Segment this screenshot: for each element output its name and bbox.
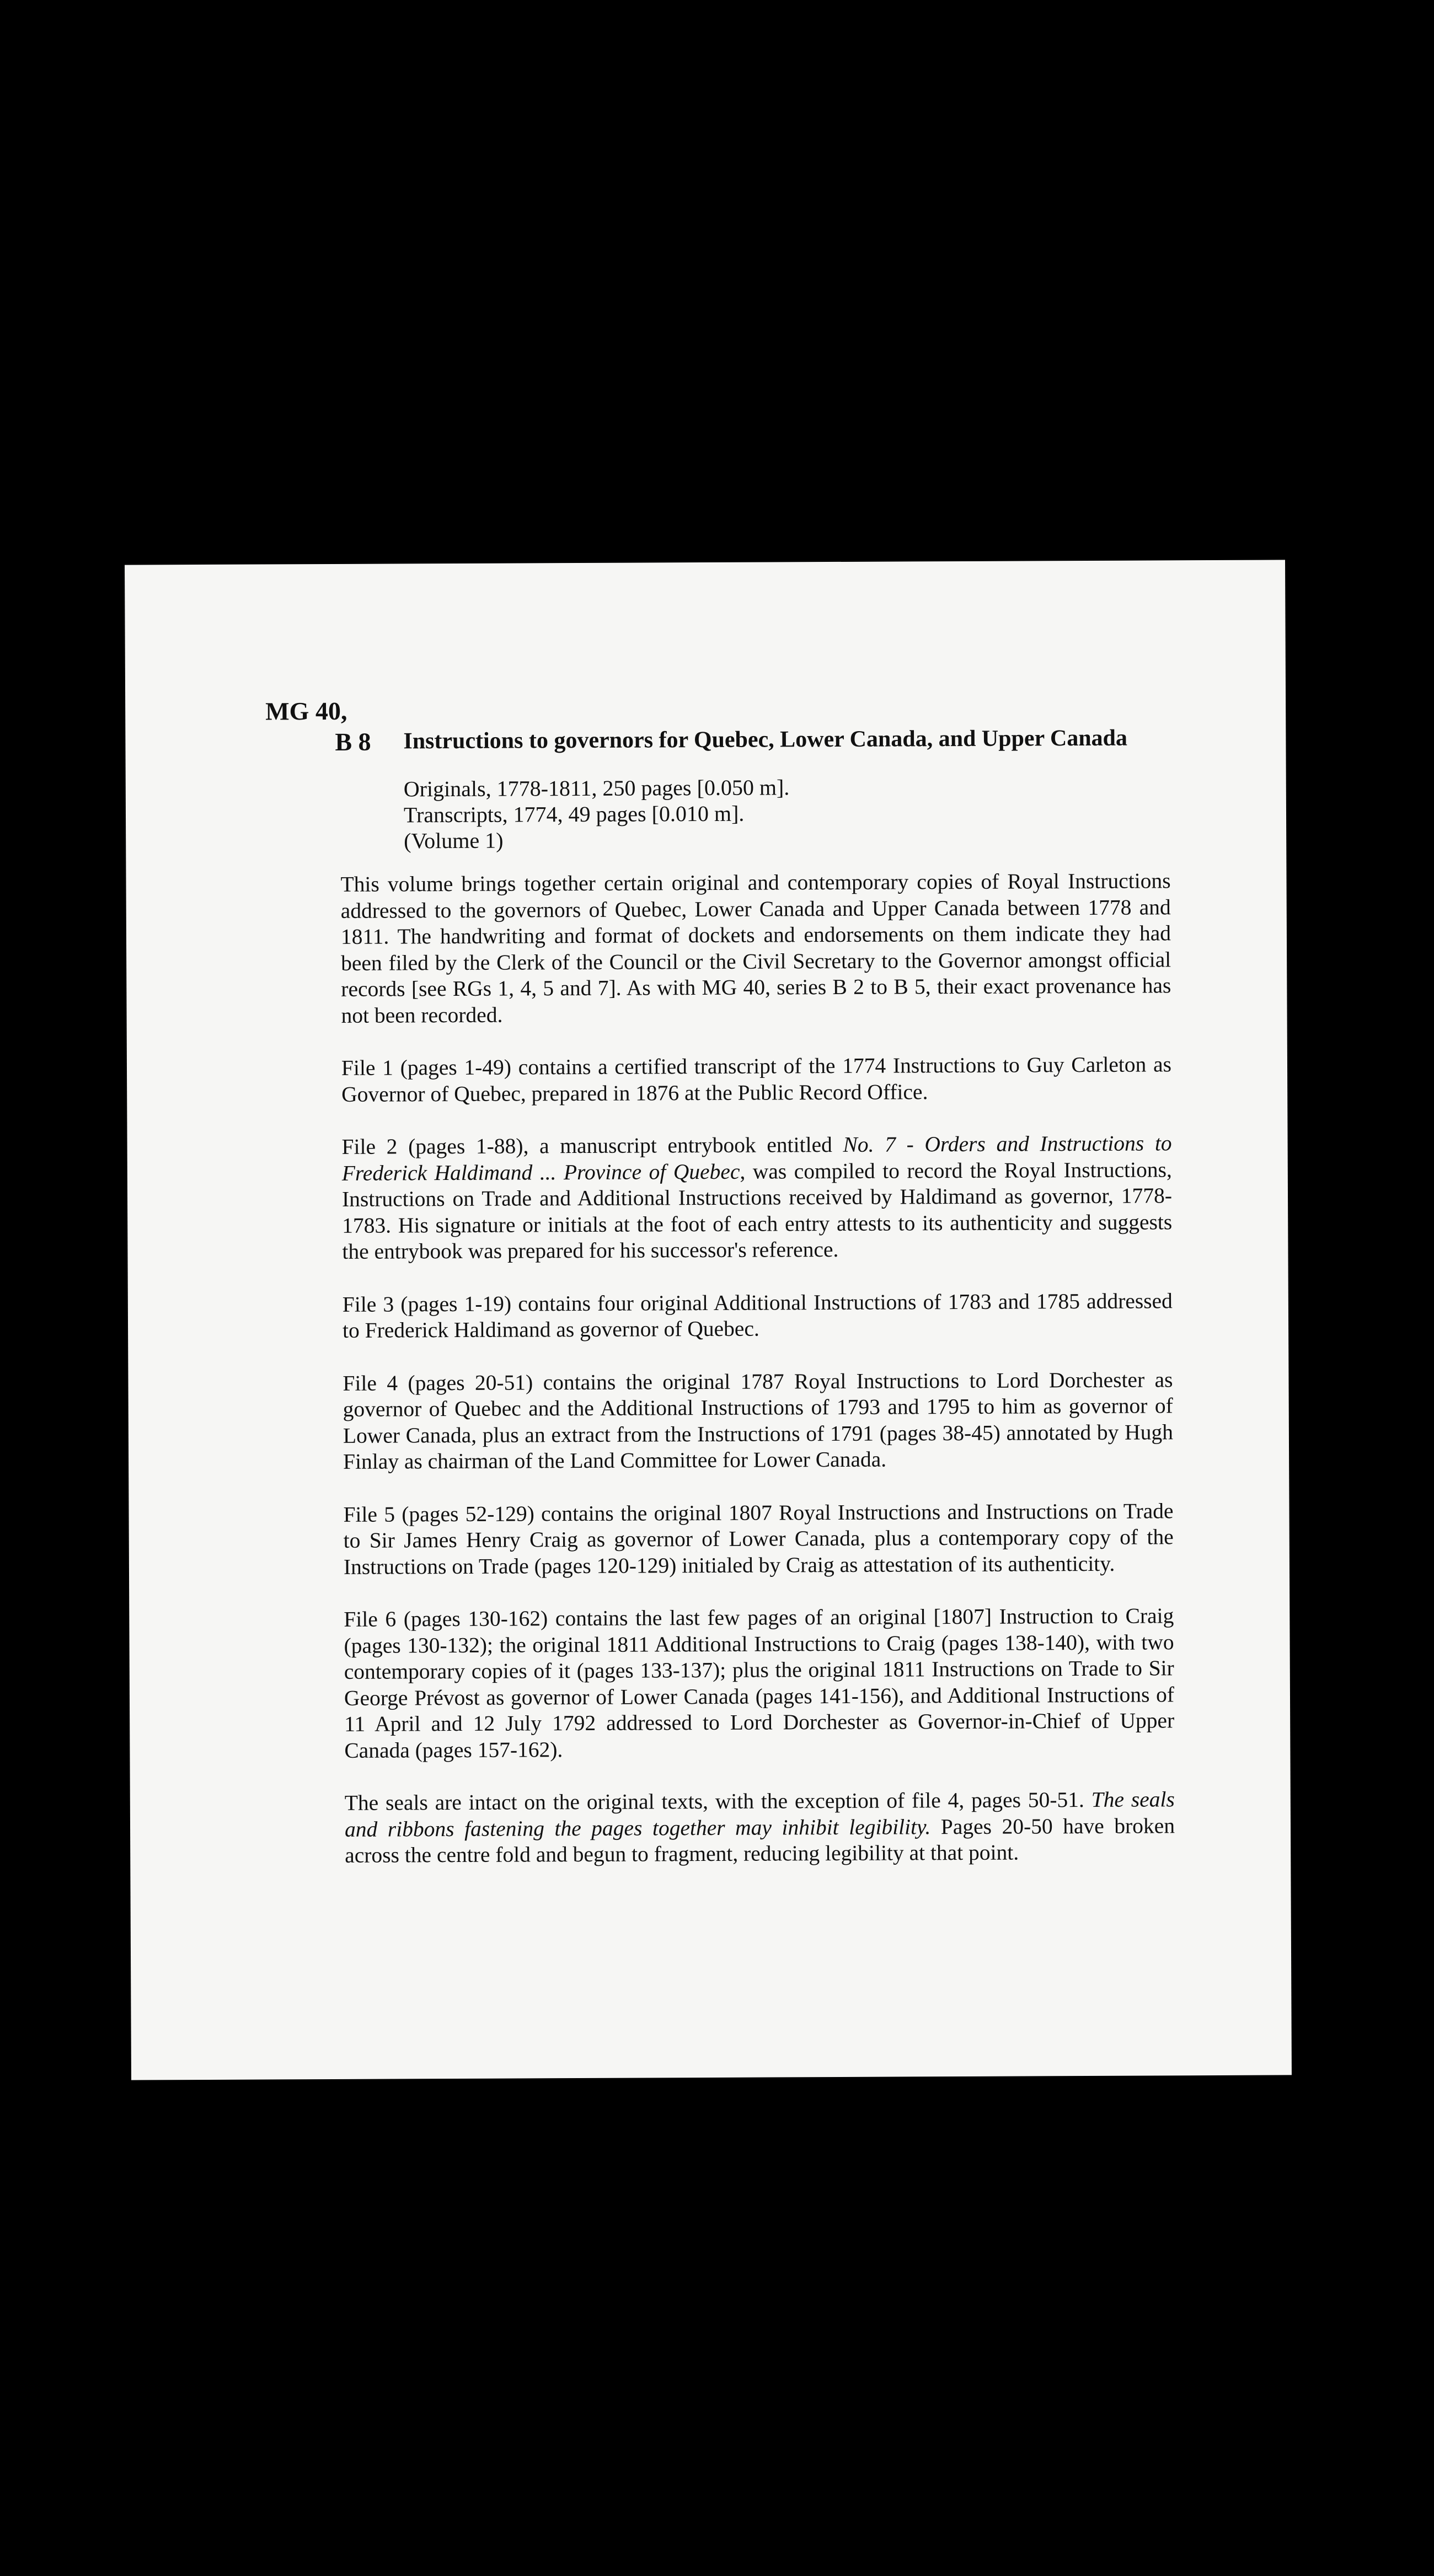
document-page (125, 560, 1292, 2080)
description-body (340, 868, 1175, 1869)
volume-line: (Volume 1) (404, 828, 504, 854)
seals-paragraph (345, 1786, 1175, 1869)
entry-id: B 8 (335, 727, 371, 756)
file2-paragraph (342, 1130, 1173, 1265)
file2-text-start: File 2 (pages 1-88), a manuscript entrybook entitled (341, 1132, 843, 1159)
seals-text-start: The seals are intact on the original texts, with the exception of file 4, pages 50-51. (344, 1787, 1091, 1815)
extent-block (404, 774, 790, 854)
seals-warning: The seals and ribbons fastening the pages together may inhibit legibility. (344, 1787, 1175, 1842)
entry-title: Instructions to governors for Quebec, Lower Canada, and Upper Canada (403, 725, 1128, 754)
file1-paragraph: File 1 (pages 1-49) contains a certified transcript of the 1774 Instructions to Guy Carleton as Governor of Quebec, prepared in 1876 at the Public Record Office. (341, 1052, 1172, 1107)
file2-text-end: , was compiled to record the Royal Instructions, Instructions on Trade and Additional Instructions received by Haldimand as governor, 1778-1783. His signature or initials at the foot of each entry attests to its authenticity and suggests the entrybook was prepared for his successor's reference. (341, 1157, 1173, 1264)
file5-paragraph: File 5 (pages 52-129) contains the original 1807 Royal Instructions and Instructions on Trade to Sir James Henry Craig as governor of Lower Canada, plus a contemporary copy of the Instructions on Trade (pages 120-129) initialed by Craig as attestation of its authenticity. (343, 1498, 1174, 1579)
originals-line: Originals, 1778-1811, 250 pages [0.050 m]. (403, 775, 790, 802)
file4-paragraph: File 4 (pages 20-51) contains the original 1787 Royal Instructions to Lord Dorchester as governor of Quebec and the Additional Instructions of 1793 and 1795 to him as governor of Lower Canada, plus an extract from the Instructions of 1791 (pages 38-45) annotated by Hugh Finlay as chairman of the Land Committee for Lower Canada. (343, 1367, 1173, 1474)
transcripts-line: Transcripts, 1774, 49 pages [0.010 m]. (403, 801, 745, 828)
series-label: MG 40, (265, 696, 347, 726)
file6-paragraph: File 6 (pages 130-162) contains the last few pages of an original [1807] Instruction to Craig (pages 130-132); the original 1811 Additional Instructions to Craig (pages 138-140), with two contemporary copies of it (pages 133-137); plus the original 1811 Instructions on Trade to Sir George Prévost as governor of Lower Canada (pages 141-156), and Additional Instructions of 11 April and 12 July 1792 addressed to Lord Dorchester as Governor-in-Chief of Upper Canada (pages 157-162). (344, 1603, 1175, 1763)
seals-text-end: Pages 20-50 have broken across the centre fold and begun to fragment, reducing legibility at that point. (345, 1813, 1175, 1867)
file2-entrybook-title: No. 7 - Orders and Instructions to Frederick Haldimand ... Province of Quebec (341, 1131, 1172, 1185)
file3-paragraph: File 3 (pages 1-19) contains four original Additional Instructions of 1783 and 1785 addressed to Frederick Haldimand as governor of Quebec. (342, 1288, 1173, 1343)
intro-paragraph: This volume brings together certain original and contemporary copies of Royal Instructions addressed to the governors of Quebec, Lower Canada and Upper Canada between 1778 and 1811. The handwriting and format of dockets and endorsements on them indicate they had been filed by the Clerk of the Council or the Civil Secretary to the Governor amongst official records [see RGs 1, 4, 5 and 7]. As with MG 40, series B 2 to B 5, their exact provenance has not been recorded. (340, 868, 1171, 1028)
